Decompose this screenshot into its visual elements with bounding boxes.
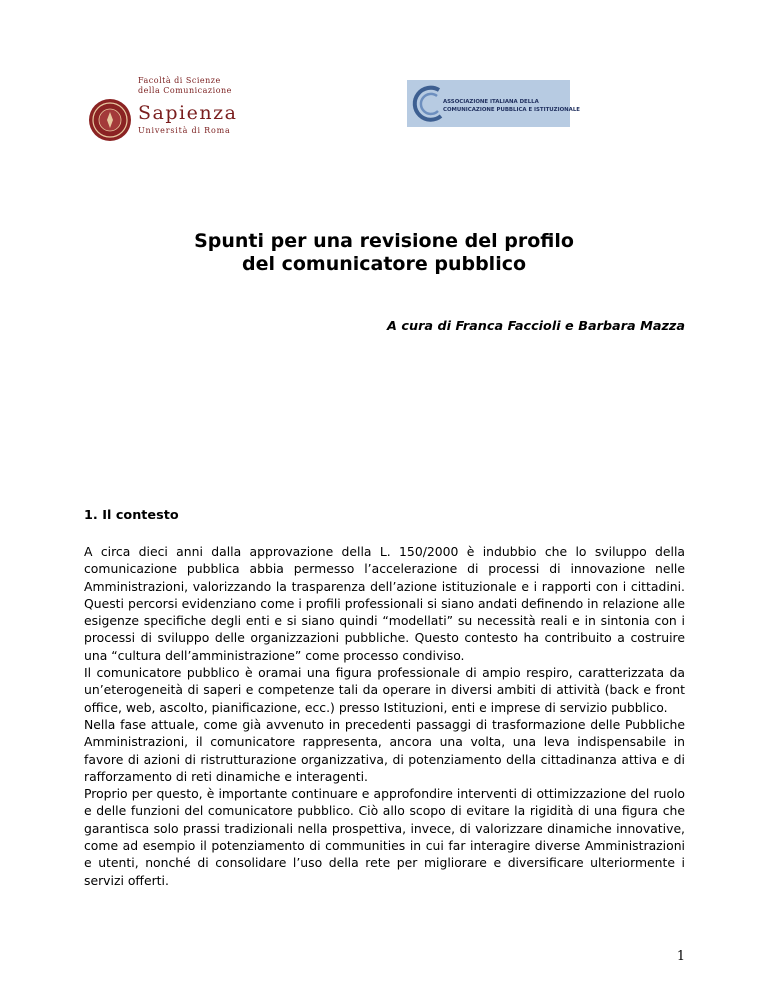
section-body [84,543,685,889]
document-title-line1: Spunti per una revisione del profilo [194,230,574,252]
association-name-line2: COMUNICAZIONE PUBBLICA E ISTITUZIONALE [443,107,580,113]
paragraph: Nella fase attuale, come già avvenuto in precedenti passaggi di trasformazione delle Pubbliche Amministrazioni, il comunicatore rappresenta, ancora una volta, una leva indispensabile in favore di azioni di ristrutturazione organizzativa, di potenziamento della cittadinanza attiva e di rafforzamento di reti dinamiche e interagenti. [84,716,685,784]
section-heading: 1. Il contesto [84,508,179,523]
sapienza-logo [88,76,268,135]
university-seal-icon [88,98,132,142]
paragraph: Il comunicatore pubblico è oramai una figura professionale di ampio respiro, caratterizzata da un’eterogeneità di saperi e competenze tali da operare in diversi ambiti di attività (back e front office, web, ascolto, pianificazione, ecc.) presso Istituzioni, enti e imprese di servizio pubblico. [84,665,685,715]
authors-line: A cura di Franca Faccioli e Barbara Mazza [387,319,685,334]
paragraph: Proprio per questo, è importante continuare e approfondire interventi di ottimizzazione del ruolo e delle funzioni del comunicatore pubblico. Ciò allo scopo di evitare la rigidità di una figura che garantisca solo prassi tradizionali nella prospettiva, invece, di valorizzare dinamiche innovative, come ad esempio il potenziamento di communities in cui far interagire diverse Amministrazioni e utenti, nonché di consolidare l’uso della rete per migliorare e diversificare ulteriormente i servizi offerti. [84,786,685,888]
association-logo [407,80,580,127]
page-number: 1 [676,949,685,964]
document-title-line2: del comunicatore pubblico [241,253,527,275]
faculty-name-line1: Facoltà di Scienze [138,76,221,85]
university-name: Università di Roma [138,126,231,135]
association-name-line1: ASSOCIAZIONE ITALIANA DELLA [443,99,539,105]
paragraph: A circa dieci anni dalla approvazione della L. 150/2000 è indubbio che lo sviluppo della comunicazione pubblica abbia permesso l’accelerazione di processi di innovazione nelle Amministrazioni, valorizzando la trasparenza dell’azione istituzionale e i rapporti con i cittadini. Questi percorsi evidenziano come i profili professionali si siano andati definendo in relazione alle esigenze specifiche degli enti e si siano quindi “modellati” su necessità reali e in sintonia con i processi di sviluppo delle organizzazioni pubbliche. Questo contesto ha contribuito a costruire una “cultura dell’amministrazione” come processo condiviso. [84,544,685,663]
faculty-name-line2: della Comunicazione [138,86,232,95]
sapienza-wordmark: Sapienza [138,102,238,124]
